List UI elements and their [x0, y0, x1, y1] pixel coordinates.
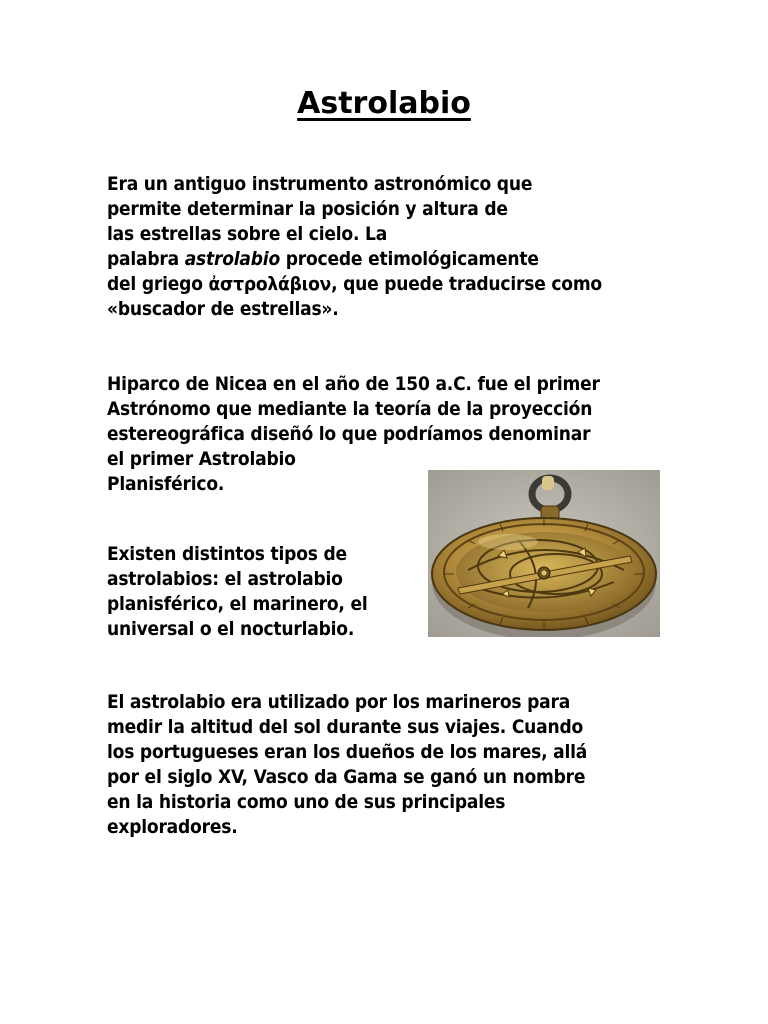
text-line: planisférico, el marinero, el: [107, 593, 368, 615]
page-title: Astrolabio: [297, 86, 471, 121]
text-line: astrolabios: el astrolabio: [107, 568, 343, 590]
text-fragment: procede etimológicamente: [280, 248, 539, 270]
text-line: por el siglo XV, Vasco da Gama se ganó un nombre: [107, 766, 586, 788]
text-fragment: palabra: [107, 248, 185, 270]
astrolabe-photo: [428, 470, 660, 637]
text-line: Planisférico.: [107, 473, 225, 495]
text-line: en la historia como uno de sus principales: [107, 791, 506, 813]
text-line: Astrónomo que mediante la teoría de la proyección: [107, 398, 593, 420]
text-line: medir la altitud del sol durante sus viajes. Cuando: [107, 716, 584, 738]
paragraph-types: [107, 542, 368, 642]
text-line: las estrellas sobre el cielo. La: [107, 223, 388, 245]
text-line: exploradores.: [107, 816, 238, 838]
text-line: los portugueses eran los dueños de los mares, allá: [107, 741, 588, 763]
text-line: universal o el nocturlabio.: [107, 618, 355, 640]
text-line: Hiparco de Nicea en el año de 150 a.C. fue el primer: [107, 373, 600, 395]
text-line: [107, 247, 602, 272]
text-line: Existen distintos tipos de: [107, 543, 347, 565]
text-line: del griego ἀστρολάβιον, que puede traducirse como: [107, 273, 602, 295]
text-line: «buscador de estrellas».: [107, 298, 339, 320]
paragraph-definition: [107, 172, 602, 322]
text-line: El astrolabio era utilizado por los marineros para: [107, 691, 571, 713]
text-line: permite determinar la posición y altura de: [107, 198, 508, 220]
text-line: estereográfica diseñó lo que podríamos denominar: [107, 423, 591, 445]
text-line: el primer Astrolabio: [107, 448, 296, 470]
paragraph-usage: [107, 690, 587, 840]
text-line: Era un antiguo instrumento astronómico que: [107, 173, 533, 195]
emphasis-word: astrolabio: [184, 248, 280, 270]
